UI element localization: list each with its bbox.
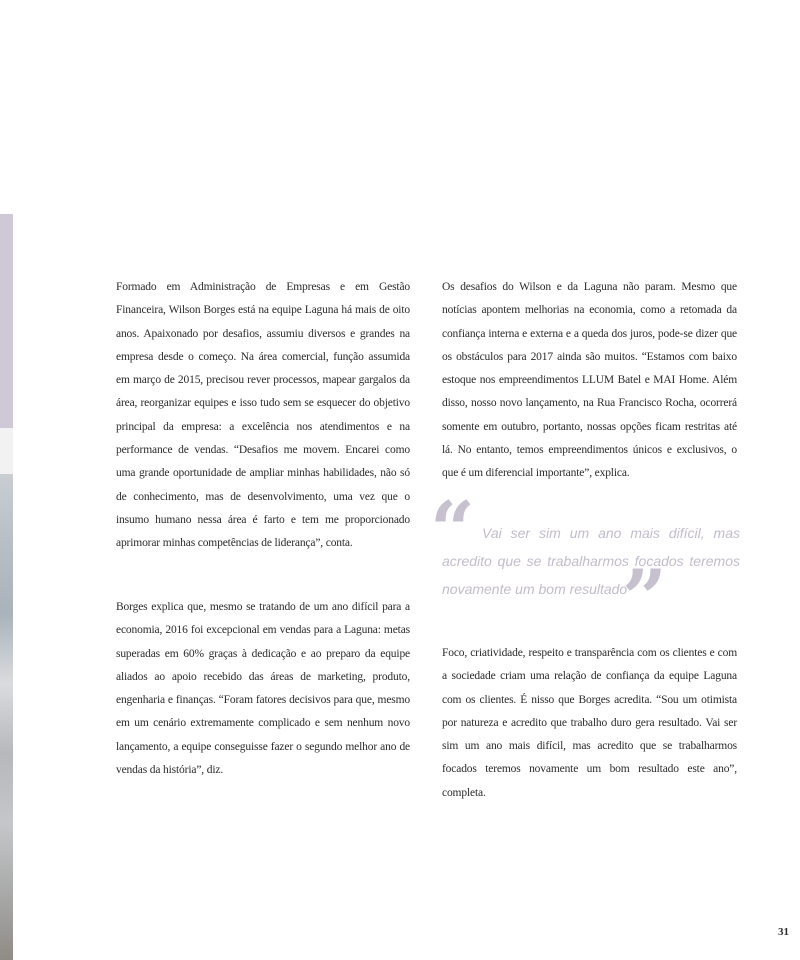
left-column-paragraph-1 <box>116 276 410 556</box>
close-quote-icon: ” <box>622 553 667 644</box>
paragraph-text: Formado em Administração de Empresas e em Gestão Financeira, Wilson Borges está na equipe Laguna há mais de oito anos. Apaixonado por desafios, assumiu diversos e grandes na empresa desde o começo. Na área comercial, função assumida em março de 2015, precisou rever processos, mapear gargalos da área, reorganizar equipes e isso tudo sem se esquecer do objetivo principal da empresa: a excelência nos atendimentos e na performance de vendas. “Desafios me movem. Encarei como uma grande oportunidade de ampliar minhas habilidades, não só de conhecimento, mas de desenvolvimento, uma vez que o insumo humano nessa área é farto e tem me proporcionado aprimorar minhas competências de liderança”, conta. <box>116 281 410 550</box>
right-column-paragraph-2 <box>442 642 737 805</box>
pull-quote-content: Vai ser sim um ano mais difícil, mas acredito que se trabalharmos focados teremos novamente um bom resultado <box>442 525 740 597</box>
right-column-paragraph-1 <box>442 276 737 486</box>
pull-quote-text <box>442 519 740 603</box>
open-quote-icon: “ <box>430 485 475 576</box>
paragraph-text: Os desafios do Wilson e da Laguna não param. Mesmo que notícias apontem melhorias na economia, como a retomada da confiança interna e externa e a queda dos juros, pode-se dizer que os obstáculos para 2017 ainda são muitos. “Estamos com baixo estoque nos empreendimentos LLUM Batel e MAI Home. Além disso, nosso novo lançamento, na Rua Francisco Rocha, ocorrerá somente em outubro, portanto, nossas opções ficam restritas até lá. No entanto, temos empreendimentos únicos e exclusivos, o que é um diferencial importante”, explica. <box>442 281 737 480</box>
left-column-paragraph-2 <box>116 596 410 782</box>
page-number: 31 <box>778 926 789 938</box>
paragraph-text: Borges explica que, mesmo se tratando de um ano difícil para a economia, 2016 foi excepcional em vendas para a Laguna: metas superadas em 60% graças à dedicação e ao preparo da equipe aliados ao apoio recebido das áreas de marketing, produto, engenharia e finanças. “Foram fatores decisivos para que, mesmo em um cenário extremamente complicado e sem nenhum novo lançamento, a equipe conseguisse fazer o segundo melhor ano de vendas da história”, diz. <box>116 601 410 777</box>
paragraph-text: Foco, criatividade, respeito e transparência com os clientes e com a sociedade criam uma relação de confiança da equipe Laguna com os clientes. É nisso que Borges acredita. “Sou um otimista por natureza e acredito que trabalho duro gera resultado. Vai ser sim um ano mais difícil, mas acredito que se trabalharmos focados teremos novamente um bom resultado este ano”, completa. <box>442 647 737 799</box>
page-edge-photo-strip <box>0 214 13 960</box>
pull-quote <box>430 485 742 644</box>
